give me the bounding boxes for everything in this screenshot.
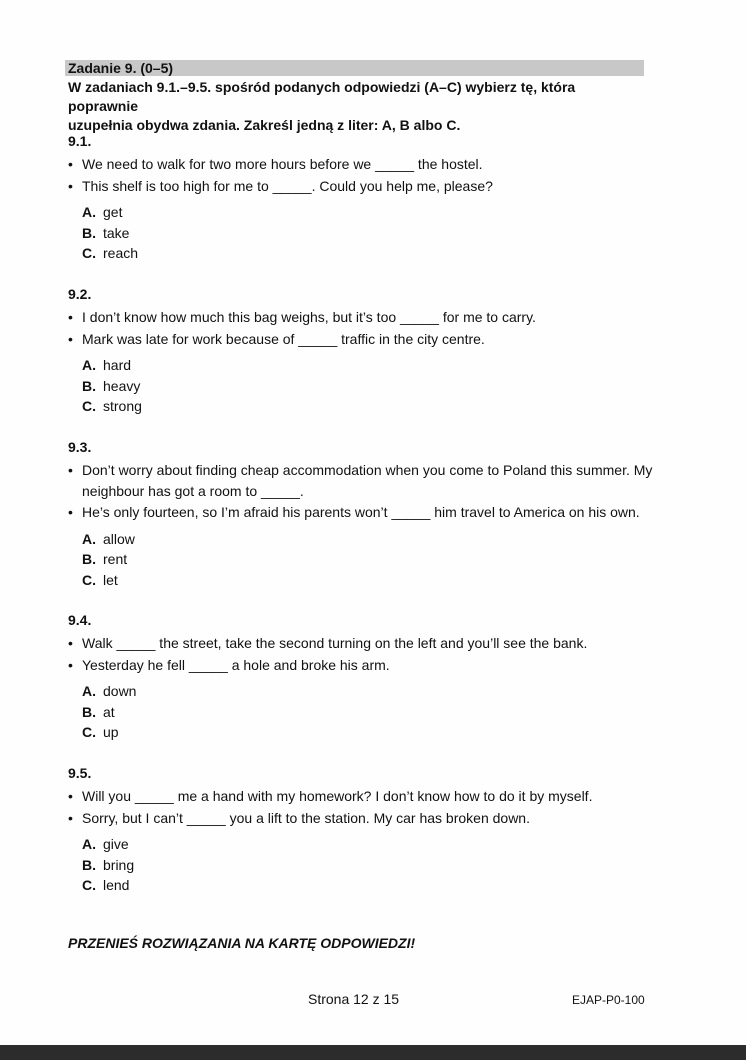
bullet-icon: • [68,504,73,520]
bullet-icon: • [68,309,73,325]
option-c[interactable] [82,875,658,896]
question-9-4 [68,611,658,743]
option-text: bring [103,856,135,873]
task-instruction [68,78,648,135]
option-b[interactable] [82,376,658,397]
sentence-text: He’s only fourteen, so I’m afraid his parents won’t _____ him travel to America on his own. [82,504,640,520]
page-number: Strona 12 z 15 [308,991,400,1007]
option-a[interactable] [82,681,658,702]
option-letter: A. [82,530,96,547]
sentence [68,633,658,654]
bullet-icon: • [68,635,73,651]
option-letter: A. [82,836,96,852]
option-letter: A. [82,357,96,373]
sentence [68,176,658,197]
question-number: 9.3. [68,439,92,455]
option-a[interactable] [82,202,658,223]
option-text: lend [103,877,130,893]
transfer-note: PRZENIEŚ ROZWIĄZANIA NA KARTĘ ODPOWIEDZI! [68,935,416,951]
option-letter: C. [82,877,96,893]
option-text: rent [103,551,128,567]
question-9-1 [68,132,658,264]
task-header: Zadanie 9. (0–5) [65,60,644,76]
question-9-5 [68,764,658,896]
answer-options [68,202,658,264]
sentence [68,154,658,175]
instruction-line: W zadaniach 9.1.–9.5. spośród podanych odpowiedzi (A–C) wybierz tę, która poprawnie [68,79,576,114]
viewer-bottom-bar [0,1045,746,1060]
option-a[interactable] [82,529,658,550]
exam-code: EJAP-P0-100 [572,993,645,1007]
sentence-text: This shelf is too high for me to _____. Could you help me, please? [82,177,493,194]
option-text: at [103,703,115,720]
option-b[interactable] [82,223,658,244]
option-a[interactable] [82,834,658,855]
option-letter: B. [82,551,96,567]
option-b[interactable] [82,855,658,876]
option-letter: A. [82,204,96,220]
option-c[interactable] [82,243,658,264]
bullet-icon: • [68,788,73,804]
sentence-text: Yesterday he fell _____ a hole and broke his arm. [82,656,390,673]
sentence-text: Don’t worry about finding cheap accommodation when you come to Poland this summer. My neighbour has got a room to _____. [82,462,653,499]
option-letter: C. [82,724,96,740]
sentence [68,502,658,523]
option-letter: C. [82,398,96,414]
bullet-icon: • [68,330,73,347]
bullet-icon: • [68,656,73,673]
question-9-3 [68,438,658,590]
sentence-text: Sorry, but I can’t _____ you a lift to the station. My car has broken down. [82,809,530,826]
question-number: 9.4. [68,612,92,628]
question-number: 9.1. [68,133,92,149]
option-text: hard [103,357,132,373]
option-text: heavy [103,377,141,394]
option-letter: A. [82,683,96,699]
sentence-text: Mark was late for work because of _____ traffic in the city centre. [82,330,485,347]
question-number: 9.5. [68,765,92,781]
instruction-line: uzupełnia obydwa zdania. Zakreśl jedną z liter: A, B albo C. [68,117,461,133]
option-text: up [103,724,119,740]
question-number: 9.2. [68,286,92,302]
option-b[interactable] [82,702,658,723]
option-text: reach [103,245,139,261]
sentence [68,655,658,676]
option-letter: C. [82,571,96,588]
sentence-text: Walk _____ the street, take the second turning on the left and you’ll see the bank. [82,635,588,651]
bullet-icon: • [68,809,73,826]
option-text: give [103,836,129,852]
sentence [68,808,658,829]
option-text: get [103,204,123,220]
option-text: take [103,224,130,241]
sentence [68,307,658,328]
option-c[interactable] [82,570,658,591]
option-c[interactable] [82,722,658,743]
answer-options [68,355,658,417]
sentence [68,329,658,350]
bullet-icon: • [68,156,73,172]
option-text: strong [103,398,142,414]
sentence [68,786,658,807]
sentence-text: I don’t know how much this bag weighs, but it’s too _____ for me to carry. [82,309,536,325]
option-text: down [103,683,137,699]
bullet-icon: • [68,177,73,194]
question-9-2 [68,285,658,417]
sentence [68,460,658,501]
option-a[interactable] [82,355,658,376]
option-letter: B. [82,377,96,394]
answer-options [68,681,658,743]
option-letter: B. [82,703,96,720]
answer-options [68,834,658,896]
sentence-text: Will you _____ me a hand with my homework? I don’t know how to do it by myself. [82,788,593,804]
answer-options [68,529,658,591]
option-letter: C. [82,245,96,261]
option-b[interactable] [82,549,658,570]
bullet-icon: • [68,462,73,478]
option-letter: B. [82,856,96,873]
sentence-text: We need to walk for two more hours before we _____ the hostel. [82,156,483,172]
option-text: let [103,571,118,588]
option-c[interactable] [82,396,658,417]
option-letter: B. [82,224,96,241]
option-text: allow [103,530,135,547]
